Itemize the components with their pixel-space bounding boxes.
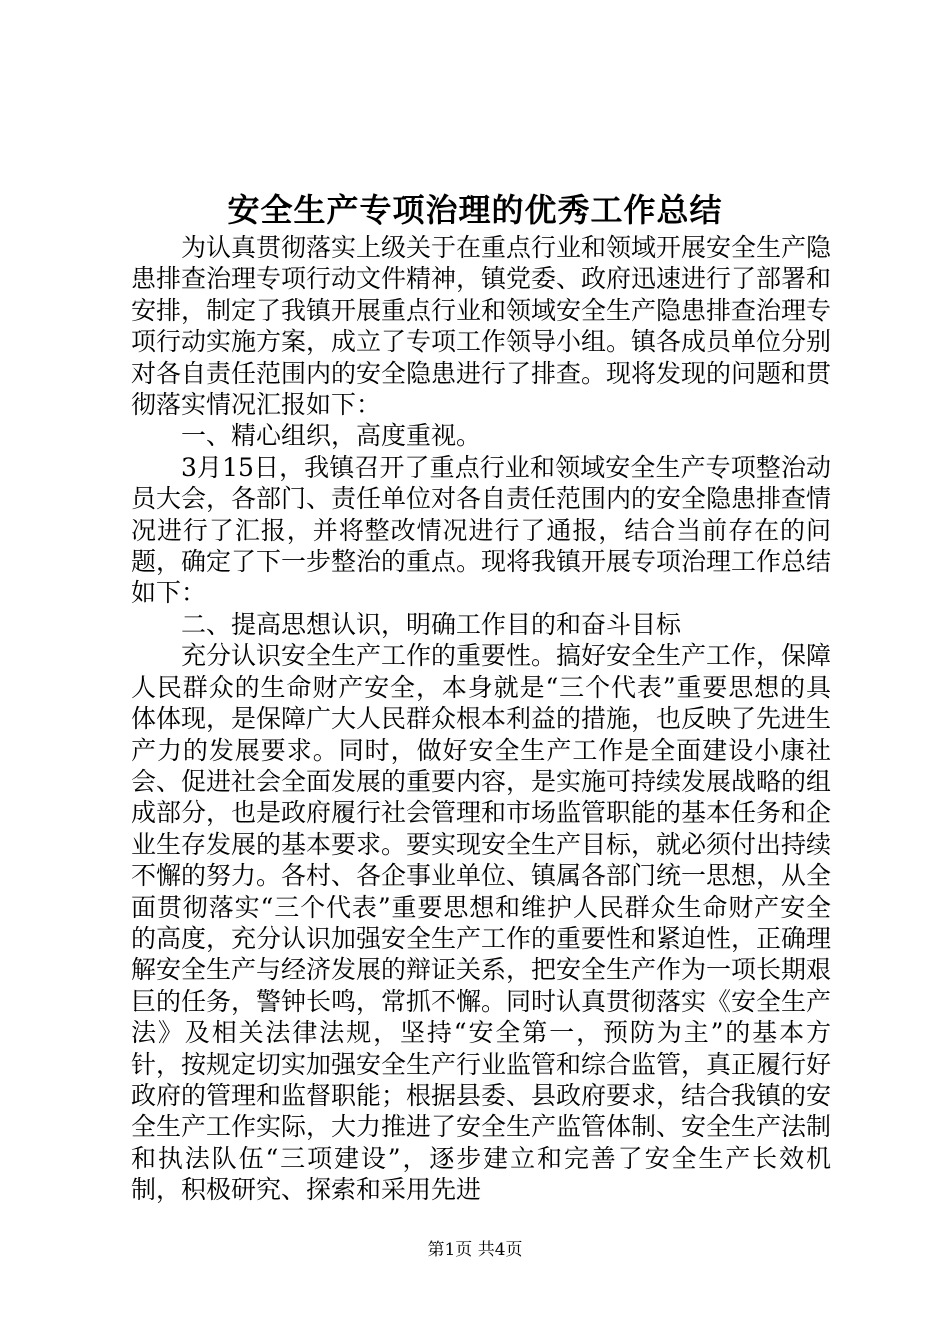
document-body (131, 232, 831, 1206)
paragraph-importance: 充分认识安全生产工作的重要性。搞好安全生产工作，保障人民群众的生命财产安全，本身就是“三个代表”重要思想的具体体现，是保障广大人民群众根本利益的措施，也反映了先进生产力的发展要求。同时，做好安全生产工作是全面建设小康社会、促进社会全面发展的重要内容，是实施可持续发展战略的组成部分，也是政府履行社会管理和市场监管职能的基本任务和企业生存发展的基本要求。要实现安全生产目标，就必须付出持续不懈的努力。各村、各企事业单位、镇属各部门统一思想，从全面贯彻落实“三个代表”重要思想和维护人民群众生命财产安全的高度，充分认识加强安全生产工作的重要性和紧迫性，正确理解安全生产与经济发展的辩证关系，把安全生产作为一项长期艰巨的任务，警钟长鸣，常抓不懈。同时认真贯彻落实《安全生产法》及相关法律法规，坚持“安全第一，预防为主”的基本方针，按规定切实加强安全生产行业监管和综合监管，真正履行好政府的管理和监督职能；根据县委、县政府要求，结合我镇的安全生产工作实际，大力推进了安全生产监管体制、安全生产法制和执法队伍“三项建设”，逐步建立和完善了安全生产长效机制，积极研究、探索和采用先进 (131, 641, 832, 1205)
document-title: 安全生产专项治理的优秀工作总结 (227, 191, 723, 229)
section-heading-2: 二、提高思想认识，明确工作目的和奋斗目标 (181, 609, 682, 639)
section-heading-1: 一、精心组织，高度重视。 (181, 421, 482, 451)
page-footer: 第1页 共4页 (427, 1240, 523, 1260)
paragraph-intro: 为认真贯彻落实上级关于在重点行业和领域开展安全生产隐患排查治理专项行动文件精神，镇党委、政府迅速进行了部署和安排，制定了我镇开展重点行业和领域安全生产隐患排查治理专项行动实施方案，成立了专项工作领导小组。镇各成员单位分别对各自责任范围内的安全隐患进行了排查。现将发现的问题和贯彻落实情况汇报如下： (131, 233, 832, 420)
paragraph-meeting: 3月15日，我镇召开了重点行业和领域安全生产专项整治动员大会，各部门、责任单位对各自责任范围内的安全隐患排查情况进行了汇报，并将整改情况进行了通报，结合当前存在的问题，确定了下一步整治的重点。现将我镇开展专项治理工作总结如下： (131, 452, 832, 608)
